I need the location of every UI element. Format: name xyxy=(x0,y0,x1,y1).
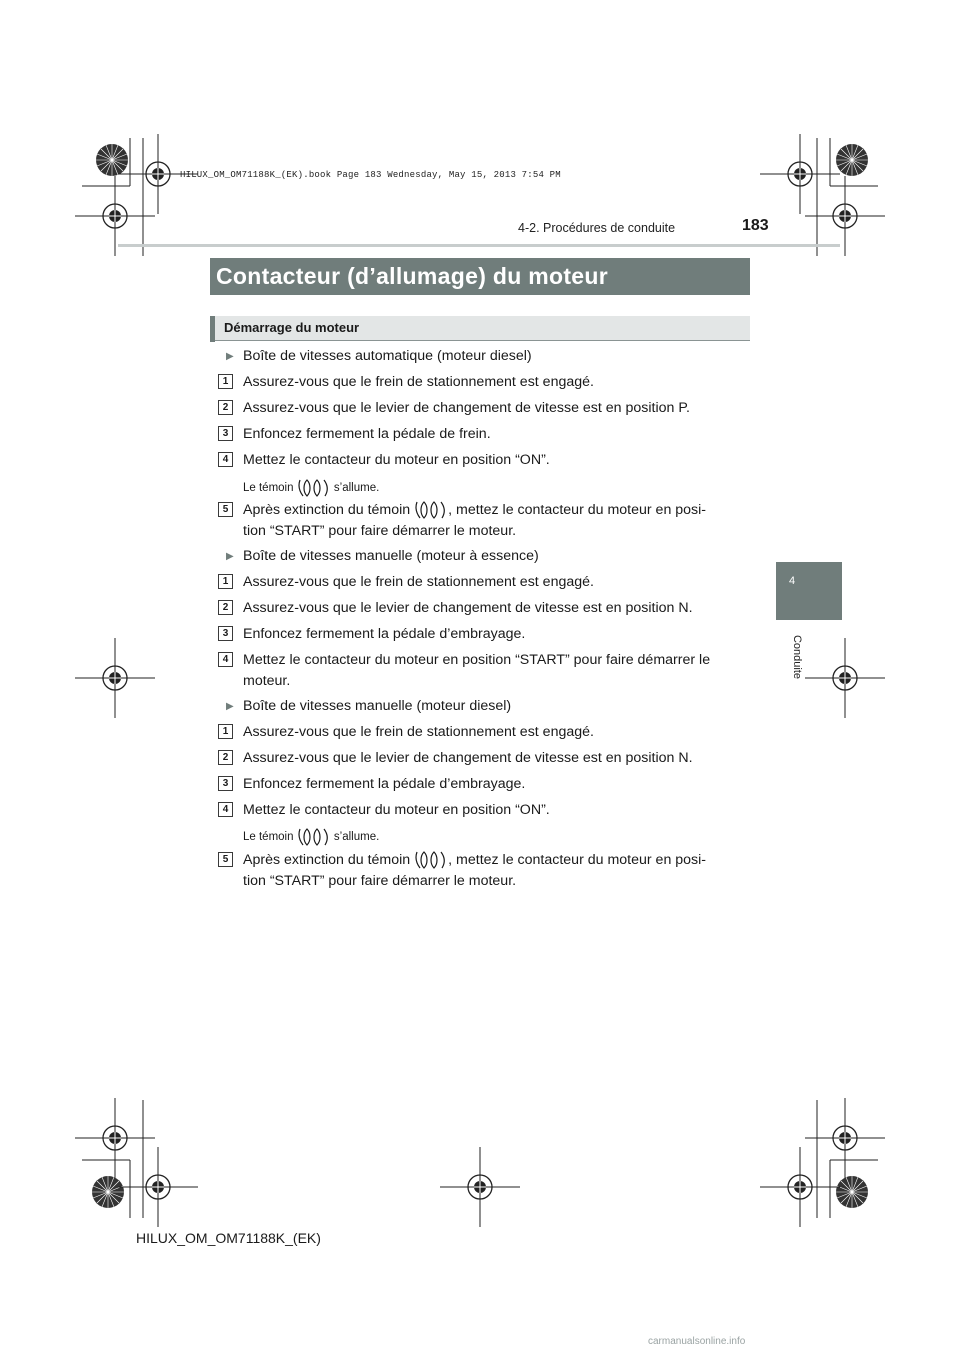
step-text: Après extinction du témoin , mettez le contacteur du moteur en posi- xyxy=(243,850,706,870)
step-text: Assurez-vous que le frein de stationnement est engagé. xyxy=(243,724,594,740)
footer-code: HILUX_OM_OM71188K_(EK) xyxy=(136,1230,321,1246)
step-number: 5 xyxy=(218,502,233,517)
watermark: carmanualsonline.info xyxy=(648,1336,746,1347)
step-text: Assurez-vous que le levier de changement de vitesse est en position N. xyxy=(243,600,693,616)
step-number: 3 xyxy=(218,626,233,641)
step-number: 4 xyxy=(218,452,233,467)
page-title: Contacteur (d’allumage) du moteur xyxy=(216,263,608,289)
section-heading: Boîte de vitesses manuelle (moteur diesel) xyxy=(243,698,512,714)
step-text: Mettez le contacteur du moteur en position “ON”. xyxy=(243,802,550,818)
chapter-label: Conduite xyxy=(791,634,803,680)
subheading-accent xyxy=(210,316,215,342)
step-text: Mettez le contacteur du moteur en position “ON”. xyxy=(243,452,550,468)
step-number: 5 xyxy=(218,852,233,867)
step-note: Le témoin s’allume. xyxy=(243,478,379,498)
glow-plug-indicator-icon xyxy=(414,500,448,520)
step-text: Enfoncez fermement la pédale de frein. xyxy=(243,426,491,442)
chapter-tab xyxy=(776,562,842,620)
section-heading: Boîte de vitesses automatique (moteur diesel) xyxy=(243,348,532,364)
step-text: Mettez le contacteur du moteur en position “START” pour faire démarrer le xyxy=(243,652,711,668)
step-note: Le témoin s’allume. xyxy=(243,827,379,847)
step-text: Assurez-vous que le levier de changement de vitesse est en position P. xyxy=(243,400,690,416)
chapter-number: 4 xyxy=(789,575,796,587)
step-number: 1 xyxy=(218,724,233,739)
step-number: 3 xyxy=(218,776,233,791)
triangle-bullet-icon: ▶ xyxy=(226,551,234,562)
subheading: Démarrage du moteur xyxy=(224,320,360,335)
step-number: 2 xyxy=(218,600,233,615)
step-text: Assurez-vous que le frein de stationnement est engagé. xyxy=(243,374,594,390)
step-text: Après extinction du témoin , mettez le contacteur du moteur en posi- xyxy=(243,500,706,520)
triangle-bullet-icon: ▶ xyxy=(226,701,234,712)
step-number: 1 xyxy=(218,374,233,389)
step-number: 4 xyxy=(218,652,233,667)
print-info: HILUX_OM_OM71188K_(EK).book Page 183 Wednesday, May 15, 2013 7:54 PM xyxy=(180,170,561,180)
step-text: Enfoncez fermement la pédale d’embrayage. xyxy=(243,776,526,792)
glow-plug-indicator-icon xyxy=(297,478,331,498)
section-heading: Boîte de vitesses manuelle (moteur à essence) xyxy=(243,548,539,564)
glow-plug-indicator-icon xyxy=(414,850,448,870)
header-rule xyxy=(118,244,840,247)
step-text: Assurez-vous que le frein de stationnement est engagé. xyxy=(243,574,594,590)
step-number: 1 xyxy=(218,574,233,589)
triangle-bullet-icon: ▶ xyxy=(226,351,234,362)
step-text: tion “START” pour faire démarrer le moteur. xyxy=(243,523,517,539)
step-number: 3 xyxy=(218,426,233,441)
step-number: 4 xyxy=(218,802,233,817)
step-text: Enfoncez fermement la pédale d’embrayage. xyxy=(243,626,526,642)
step-text: moteur. xyxy=(243,673,291,689)
step-number: 2 xyxy=(218,750,233,765)
step-number: 2 xyxy=(218,400,233,415)
step-text: Assurez-vous que le levier de changement de vitesse est en position N. xyxy=(243,750,693,766)
glow-plug-indicator-icon xyxy=(297,827,331,847)
header-section: 4-2. Procédures de conduite xyxy=(518,221,676,235)
step-text: tion “START” pour faire démarrer le moteur. xyxy=(243,873,517,889)
page-number: 183 xyxy=(742,217,769,234)
